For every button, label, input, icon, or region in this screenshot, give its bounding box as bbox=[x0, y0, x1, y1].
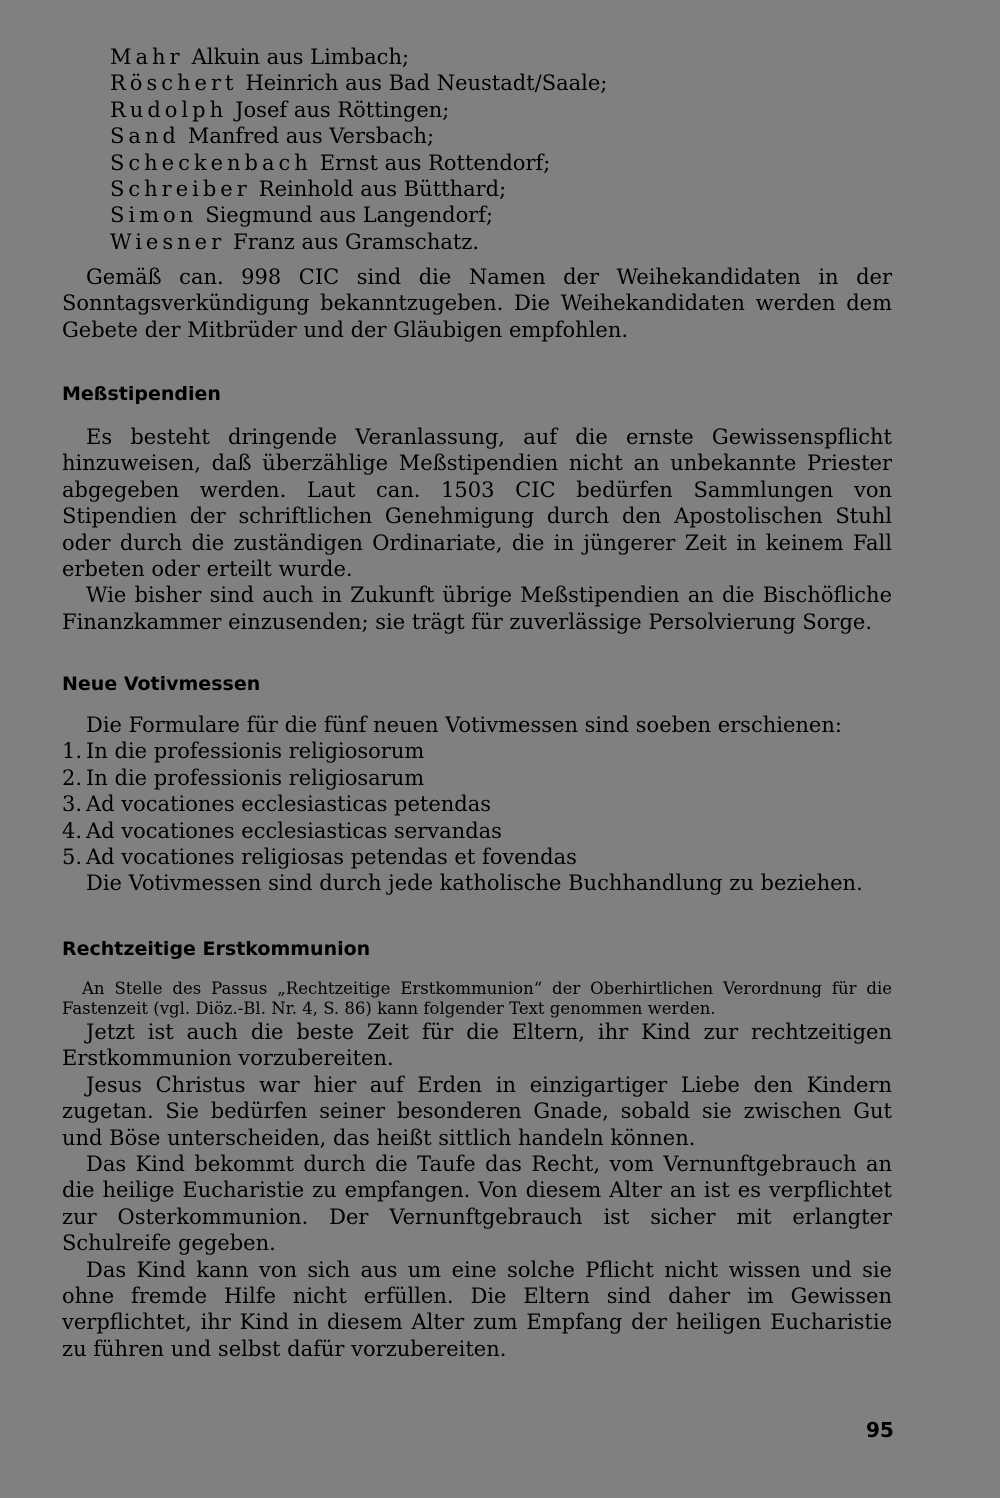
ordinand-detail: Alkuin aus Limbach; bbox=[191, 45, 410, 69]
ordinand-detail: Siegmund aus Langendorf; bbox=[205, 203, 494, 228]
list-item-number: 1. bbox=[62, 739, 83, 764]
section-heading-messstipendien: Meßstipendien bbox=[62, 383, 221, 405]
editorial-note: An Stelle des Passus „Rechtzeitige Erstkommunion“ der Oberhirtlichen Verordnung für die Fastenzeit (vgl. Diöz.-Bl. Nr. 4, S. 86) kann folgender Text genommen werden. bbox=[62, 979, 892, 1018]
ordinand-list bbox=[62, 44, 940, 255]
paragraph: Das Kind bekommt durch die Taufe das Recht, vom Vernunftgebrauch an die heilige Eucharistie zu empfangen. Von diesem Alter an ist es verpflichtet zur Osterkommunion. Der Vernunftgebrauch ist sicher mit erlangter Schulreife gegeben. bbox=[62, 1152, 892, 1256]
section-heading-erstkommunion: Rechtzeitige Erstkommunion bbox=[62, 938, 371, 960]
section-body-erstkommunion bbox=[62, 979, 892, 1362]
paragraph: Wie bisher sind auch in Zukunft übrige Meßstipendien an die Bischöfliche Finanzkammer einzusenden; sie trägt für zuverlässige Persolvierung Sorge. bbox=[62, 583, 892, 634]
list-item bbox=[62, 844, 892, 870]
page-number: 95 bbox=[866, 1418, 894, 1442]
ordinand-line bbox=[110, 150, 940, 176]
ordinand-detail: Franz aus Gramschatz. bbox=[233, 229, 480, 254]
list-item-text: In die professionis religiosorum bbox=[86, 739, 425, 764]
ordinand-surname: Rudolph bbox=[110, 97, 228, 122]
list-item bbox=[62, 738, 892, 764]
ordinand-surname: Schreiber bbox=[110, 177, 251, 202]
ordinand-line bbox=[110, 44, 940, 70]
intro-paragraph: Gemäß can. 998 CIC sind die Namen der Weihekandidaten in der Sonntagsverkündigung bekanntzugeben. Die Weihekandidaten werden dem Gebete der Mitbrüder und der Gläubigen empfohlen. bbox=[62, 265, 892, 342]
list-item-number: 3. bbox=[62, 792, 83, 817]
paragraph: Es besteht dringende Veranlassung, auf die ernste Gewissenspflicht hinzuweisen, daß überzählige Meßstipendien nicht an unbekannte Priester abgegeben werden. Laut can. 1503 CIC bedürfen Sammlungen von Stipendien der schriftlichen Genehmigung durch den Apostolischen Stuhl oder durch die zuständigen Ordinariate, die in jüngerer Zeit in keinem Fall erbeten oder erteilt wurde. bbox=[62, 425, 892, 582]
ordinand-detail: Josef aus Röttingen; bbox=[235, 97, 450, 122]
list-item-text: In die professionis religiosarum bbox=[86, 765, 425, 790]
paragraph: Die Formulare für die fünf neuen Votivmessen sind soeben erschienen: bbox=[86, 713, 842, 737]
paragraph: Die Votivmessen sind durch jede katholische Buchhandlung zu beziehen. bbox=[86, 871, 863, 896]
ordinand-surname: Simon bbox=[110, 203, 198, 228]
section-heading-votivmessen: Neue Votivmessen bbox=[62, 673, 261, 695]
ordinand-surname: Sand bbox=[110, 124, 180, 149]
paragraph: Jetzt ist auch die beste Zeit für die Eltern, ihr Kind zur rechtzeitigen Erstkommunion vorzubereiten. bbox=[62, 1020, 892, 1071]
ordinand-line bbox=[110, 176, 940, 202]
ordinand-surname: Mahr bbox=[110, 45, 184, 69]
paragraph: Das Kind kann von sich aus um eine solche Pflicht nicht wissen und sie ohne fremde Hilfe nicht erfüllen. Die Eltern sind daher im Gewissen verpflichtet, ihr Kind in diesem Alter zum Empfang der heiligen Eucharistie zu führen und selbst dafür vorzubereiten. bbox=[62, 1257, 892, 1361]
ordinand-detail: Heinrich aus Bad Neustadt/Saale; bbox=[245, 71, 608, 96]
ordinand-surname: Wiesner bbox=[110, 229, 226, 254]
ordinand-detail: Ernst aus Rottendorf; bbox=[319, 150, 551, 175]
list-item bbox=[62, 791, 892, 817]
list-item bbox=[62, 818, 892, 844]
ordinand-line bbox=[110, 70, 940, 96]
paragraph: Jesus Christus war hier auf Erden in einzigartiger Liebe den Kindern zugetan. Sie bedürfen seiner besonderen Gnade, sobald sie zwischen Gut und Böse unterscheiden, das heißt sittlich handeln können. bbox=[62, 1072, 892, 1150]
ordinand-detail: Manfred aus Versbach; bbox=[187, 124, 435, 149]
ordinand-detail: Reinhold aus Bütthard; bbox=[258, 177, 507, 202]
section-body-messstipendien bbox=[62, 424, 892, 635]
list-item-number: 4. bbox=[62, 818, 83, 843]
ordinand-line bbox=[110, 123, 940, 149]
ordinand-line bbox=[110, 229, 940, 255]
ordinand-surname: Scheckenbach bbox=[110, 150, 312, 175]
intro-block bbox=[62, 264, 892, 343]
list-item-text: Ad vocationes religiosas petendas et fovendas bbox=[86, 845, 577, 870]
list-item-number: 5. bbox=[62, 845, 83, 870]
list-item bbox=[62, 765, 892, 791]
list-item-text: Ad vocationes ecclesiasticas petendas bbox=[86, 792, 492, 817]
ordinand-line bbox=[110, 202, 940, 228]
section-body-votivmessen bbox=[62, 712, 892, 897]
ordinand-line bbox=[110, 97, 940, 123]
ordinand-surname: Röschert bbox=[110, 71, 238, 96]
list-item-number: 2. bbox=[62, 765, 83, 790]
list-item-text: Ad vocationes ecclesiasticas servandas bbox=[86, 818, 502, 843]
